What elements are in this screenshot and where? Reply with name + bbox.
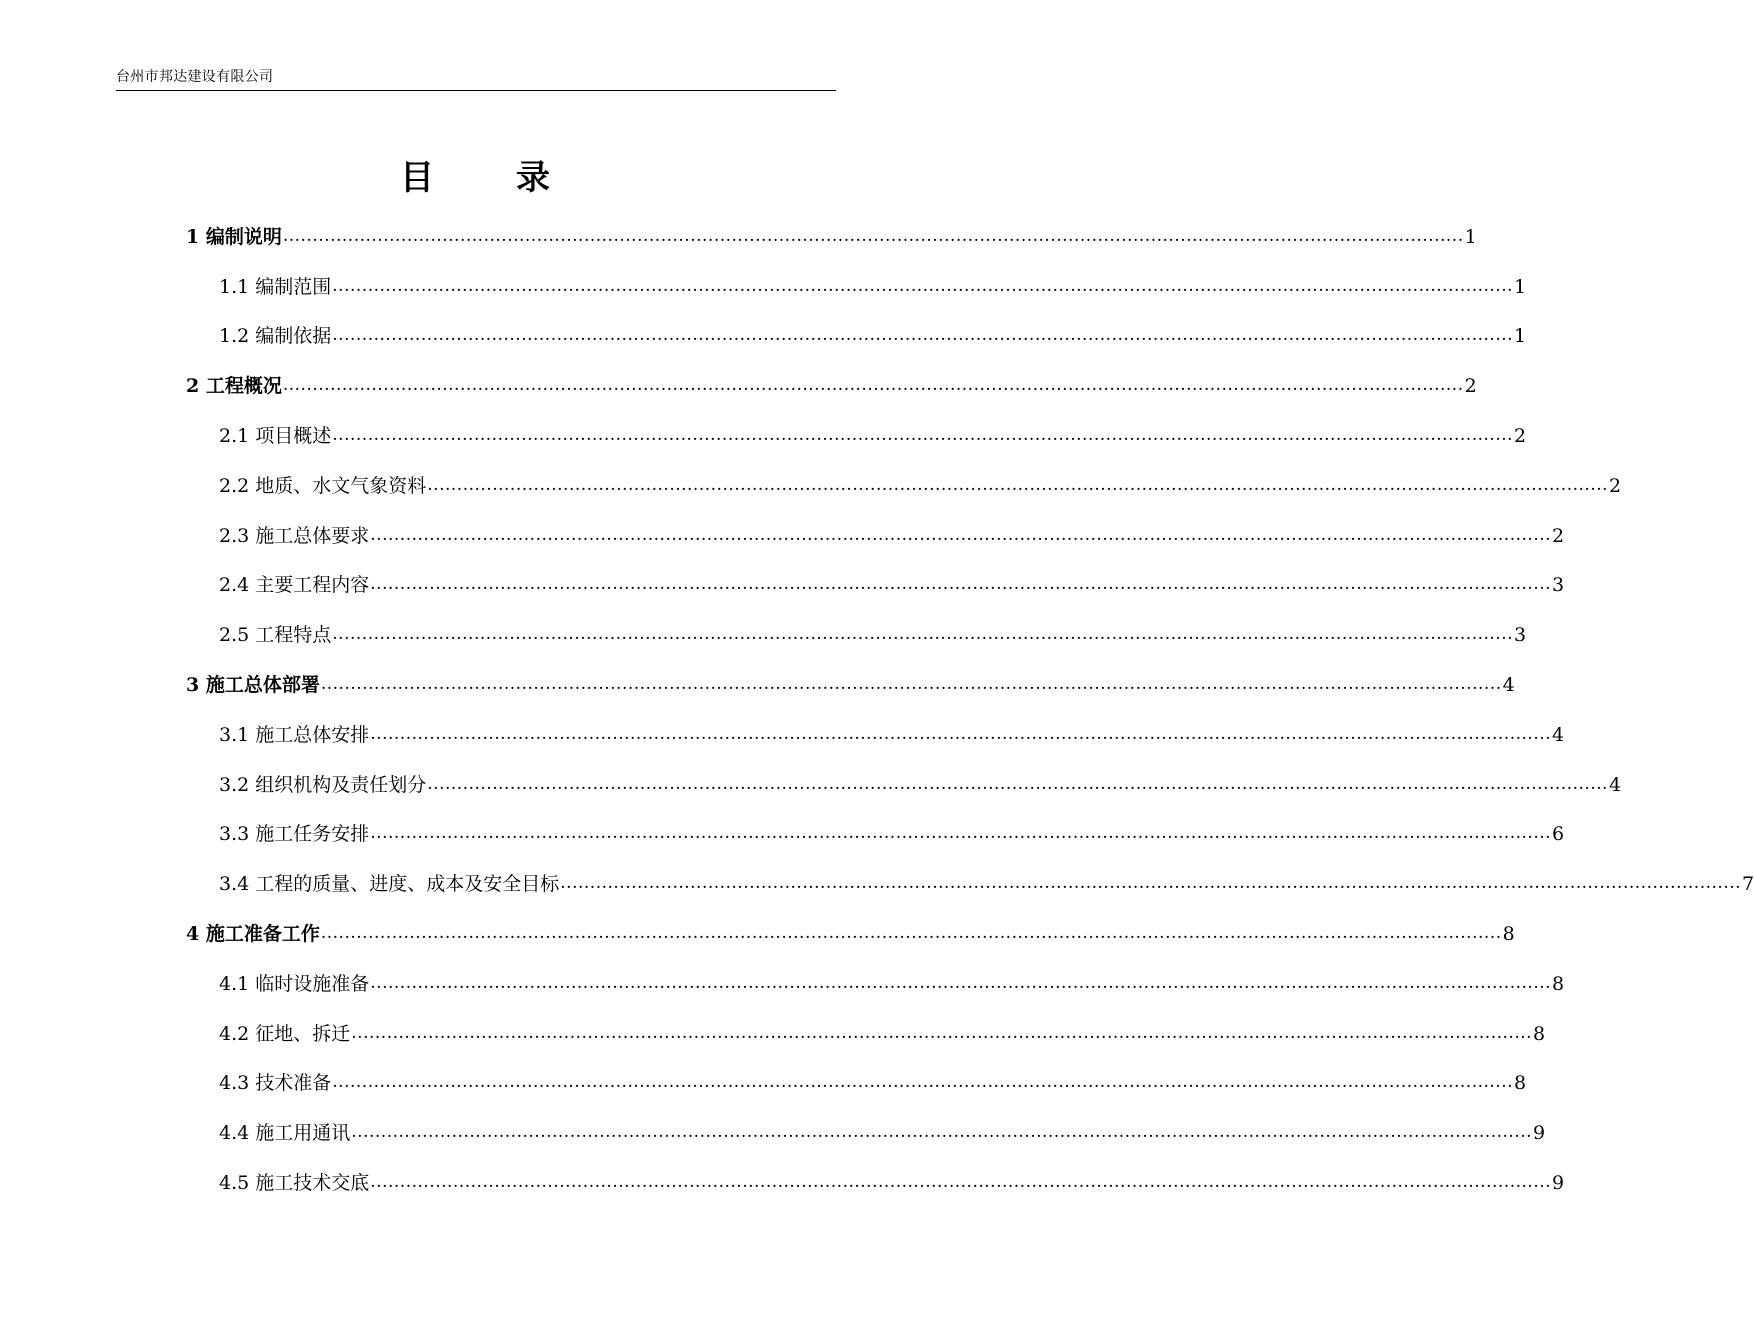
toc-entry-title: 3.4 工程的质量、进度、成本及安全目标	[219, 873, 560, 896]
toc-dot-leader: ........................................................................................................................................................................................................	[282, 375, 1464, 396]
toc-dot-leader: ........................................................................................................................................................................................................	[370, 723, 1552, 744]
toc-dot-leader: ........................................................................................................................................................................................................	[351, 1122, 1533, 1143]
toc-title	[0, 150, 950, 206]
toc-dot-leader: ........................................................................................................................................................................................................	[370, 524, 1552, 545]
page-header	[116, 66, 836, 91]
toc-dot-leader: ........................................................................................................................................................................................................	[427, 474, 1609, 495]
toc-page-number: 2	[1609, 474, 1622, 497]
toc-section-entry[interactable]	[186, 698, 1565, 748]
toc-dot-leader: ........................................................................................................................................................................................................	[427, 773, 1609, 794]
toc-dot-leader: ........................................................................................................................................................................................................	[320, 922, 1502, 943]
toc-dot-leader: ........................................................................................................................................................................................................	[370, 823, 1552, 844]
toc-section-entry[interactable]	[186, 1146, 1565, 1196]
toc-entry-title: 2.5 工程特点	[219, 624, 332, 647]
toc-page-number: 9	[1552, 1171, 1565, 1194]
toc-dot-leader: ........................................................................................................................................................................................................	[560, 873, 1742, 894]
toc-page-number: 3	[1514, 624, 1527, 647]
toc-section-entry[interactable]	[186, 399, 1527, 449]
toc-entry-title: 2.4 主要工程内容	[219, 574, 370, 597]
toc-chapter-entry[interactable]	[186, 897, 1515, 947]
toc-section-entry[interactable]	[186, 250, 1527, 300]
toc-page-number: 6	[1552, 823, 1565, 846]
toc-dot-leader: ........................................................................................................................................................................................................	[332, 424, 1514, 445]
toc-section-entry[interactable]	[186, 549, 1565, 599]
toc-section-entry[interactable]	[186, 847, 1754, 897]
toc-section-entry[interactable]	[186, 598, 1527, 648]
toc-page-number: 8	[1552, 972, 1565, 995]
toc-dot-leader: ........................................................................................................................................................................................................	[320, 673, 1502, 694]
toc-section-entry[interactable]	[186, 1096, 1546, 1146]
toc-entry-title: 1.1 编制范围	[219, 275, 332, 298]
toc-dot-leader: ........................................................................................................................................................................................................	[332, 325, 1514, 346]
toc-page-number: 1	[1514, 325, 1527, 348]
toc-entry-title: 1.2 编制依据	[219, 325, 332, 348]
toc-entry-title: 4 施工准备工作	[186, 922, 320, 945]
toc-dot-leader: ........................................................................................................................................................................................................	[370, 1171, 1552, 1192]
toc-dot-leader: ........................................................................................................................................................................................................	[351, 1022, 1533, 1043]
toc-entry-title: 4.2 征地、拆迁	[219, 1022, 351, 1045]
toc-section-entry[interactable]	[186, 1047, 1527, 1097]
toc-page-number: 9	[1533, 1122, 1546, 1145]
toc-entry-title: 2.3 施工总体要求	[219, 524, 370, 547]
toc-chapter-entry[interactable]	[186, 648, 1515, 698]
header-company-name: 台州市邦达建设有限公司	[116, 69, 274, 85]
toc-page-number: 3	[1552, 574, 1565, 597]
toc-dot-leader: ........................................................................................................................................................................................................	[370, 574, 1552, 595]
toc-entry-title: 3.1 施工总体安排	[219, 723, 370, 746]
toc-dot-leader: ........................................................................................................................................................................................................	[332, 624, 1514, 645]
toc-dot-leader: ........................................................................................................................................................................................................	[332, 275, 1514, 296]
toc-page-number: 2	[1464, 375, 1477, 398]
toc-page-number: 4	[1609, 773, 1622, 796]
toc-section-entry[interactable]	[186, 798, 1565, 848]
toc-section-entry[interactable]	[186, 748, 1622, 798]
toc-page-number: 4	[1502, 673, 1515, 696]
toc-section-entry[interactable]	[186, 997, 1546, 1047]
toc-title-char-2: 录	[516, 158, 550, 198]
toc-entry-title: 4.1 临时设施准备	[219, 972, 370, 995]
toc-section-entry[interactable]	[186, 300, 1527, 350]
toc-entry-title: 1 编制说明	[186, 225, 282, 248]
toc-page-number: 2	[1514, 424, 1527, 447]
toc-entry-title: 3.3 施工任务安排	[219, 823, 370, 846]
toc-entry-title: 4.4 施工用通讯	[219, 1122, 351, 1145]
toc-page-number: 7	[1742, 873, 1754, 896]
toc-page-number: 8	[1533, 1022, 1546, 1045]
toc-entry-title: 2.1 项目概述	[219, 424, 332, 447]
toc-page-number: 1	[1514, 275, 1527, 298]
toc-section-entry[interactable]	[186, 947, 1565, 997]
toc-section-entry[interactable]	[186, 449, 1622, 499]
toc-dot-leader: ........................................................................................................................................................................................................	[282, 225, 1464, 246]
toc-entry-title: 2.2 地质、水文气象资料	[219, 474, 427, 497]
toc-page-number: 2	[1552, 524, 1565, 547]
toc-page-number: 8	[1514, 1072, 1527, 1095]
toc-entry-title: 2 工程概况	[186, 375, 282, 398]
toc-page-number: 4	[1552, 723, 1565, 746]
toc-entry-title: 4.3 技术准备	[219, 1072, 332, 1095]
toc-title-char-1: 目	[400, 158, 434, 198]
toc-chapter-entry[interactable]	[186, 200, 1477, 250]
toc-entry-title: 3.2 组织机构及责任划分	[219, 773, 427, 796]
toc-dot-leader: ........................................................................................................................................................................................................	[370, 972, 1552, 993]
table-of-contents	[186, 200, 1754, 1196]
toc-entry-title: 4.5 施工技术交底	[219, 1171, 370, 1194]
toc-page-number: 8	[1502, 922, 1515, 945]
toc-page-number: 1	[1464, 225, 1477, 248]
toc-dot-leader: ........................................................................................................................................................................................................	[332, 1072, 1514, 1093]
toc-chapter-entry[interactable]	[186, 349, 1477, 399]
toc-section-entry[interactable]	[186, 499, 1565, 549]
toc-entry-title: 3 施工总体部署	[186, 673, 320, 696]
